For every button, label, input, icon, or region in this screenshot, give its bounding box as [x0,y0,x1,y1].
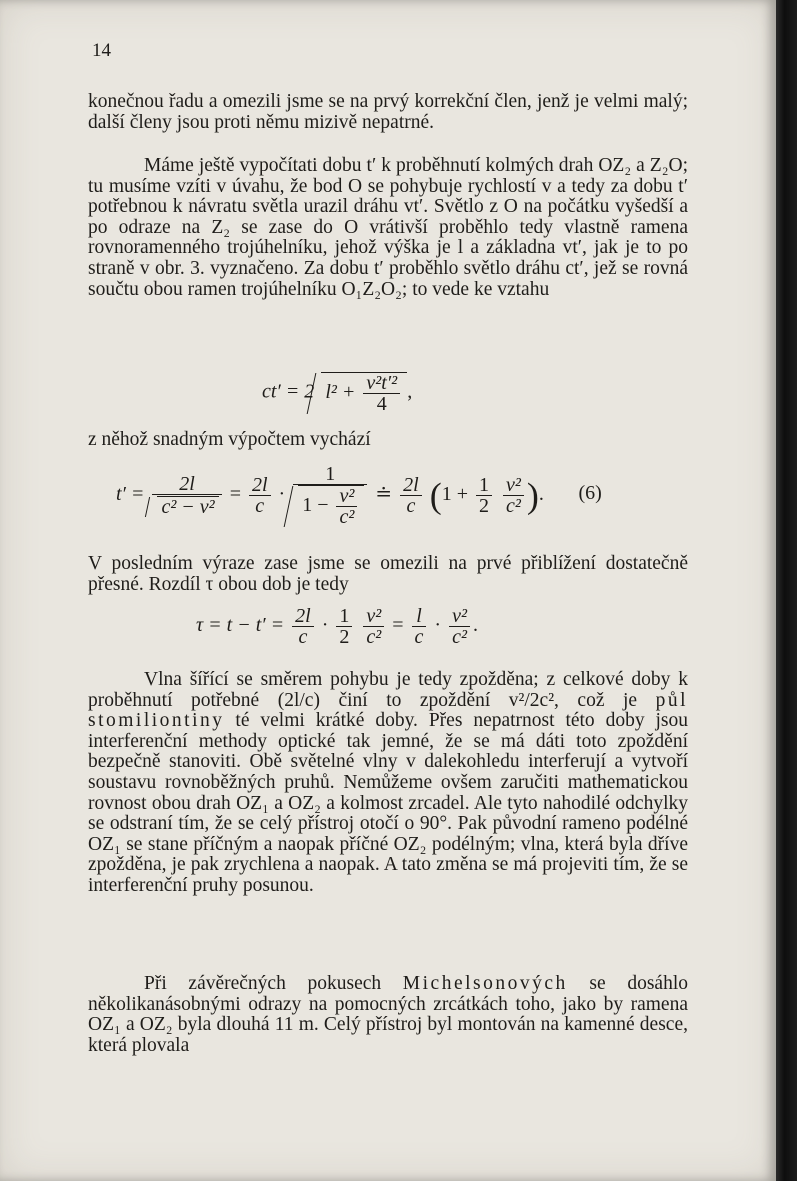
fraction: $\frac{1}{2}$ [336,606,352,647]
paragraph-text: Vlna šířící se směrem pohybu je tedy zpožděna; z celkové doby k proběhnutí potřebné (2l/c) činí to zpoždění v²/2c², což je půl stomiliontiny té velmi krátké doby. Přes nepatrnost této doby jsou interferenční methody optické tak jemné, že se má dáti toto zpoždění bezpečně stanoviti. Obě světelné vlny v dalekohledu interferují a vytvoří soustavu rovnoběžných pruhů. Nemůžeme ovšem zaručiti mathematickou rovnost obou drah OZ₁ a OZ₂ a kolmost zrcadel. Ale tyto nahodilé odchylky se odstraní tím, že se celý přístroj otočí o 90°. Pak původní rameno podélné OZ₁ se stane příčným a naopak příčné OZ₂ podélným; vlna, která byla dříve zpožděna, je pak zrychlena a naopak. A tato změna se má projeviti tím, že se interferenční pruhy posunou. [88,669,688,896]
formula-ct: ct′ = 2 l² + $\frac{\text{v²t′²}}{4}$ , [262,372,413,415]
formula-tau: τ = t − t′ = $\frac{2l}{c}$ · $\frac{1}{2}$ $\frac{\text{v²}}{\text{c²}}$ = $\frac{l}{c}$ · $\frac{\text{v²}}{\text{c²}}$ . [196,605,478,648]
paragraph-text: V posledním výraze zase jsme se omezili na prvé přiblížení dostatečně přesné. Rozdíl τ obou dob je tedy [88,553,688,595]
fraction: $\frac{2l}{c}$ [292,606,314,647]
paragraph-text: Máme ještě vypočítati dobu t′ k proběhnutí kolmých drah OZ₂ a Z₂O; tu musíme vzíti v úvahu, že bod O se pohybuje rychlostí v a tedy za dobu t′ potřebnou k návratu světla urazil dráhu vt′. Světlo z O na počátku vyšedší a po odraze na Z₂ se zase do O vrátivší proběhlo tedy vlastně ramena rovnoramenného trojúhelníku, jehož výška je l a základna vt′, jak je to po straně v obr. 3. vyznačeno. Za dobu t′ proběhlo světlo dráhu ct′, jež se rovná součtu obou ramen trojúhelníku O₁Z₂O₂; to vede ke vztahu [88,155,688,300]
book-spine-shadow [776,0,797,1181]
fraction: $\frac{\text{v²}}{\text{c²}}$ [449,606,470,647]
paragraph-text: z něhož snadným výpočtem vychází [88,429,371,450]
paragraph-derivation [88,156,688,300]
fraction: $\frac{2l}{\text{c² − v²}}$ [152,474,221,517]
page-number: 14 [92,40,111,61]
sqrt: l² + $\frac{\text{v²t′²}}{4}$ [321,372,407,414]
paragraph-text: konečnou řadu a omezili jsme se na prvý korrekční člen, jenž je velmi malý; další členy jsou proti němu mizivě nepatrné. [88,91,688,133]
equation-number: (6) [578,482,602,504]
paragraph-interference [88,670,688,897]
formula-6: t′ = $\frac{2l}{\text{c² − v²}}$ = $\frac{2l}{c}$ · 1 1 − $\frac{\text{v²}}{\text{c²}}$ ≐ $\frac{2l}{c}$ (1 + $\frac{1}{2}$ $\frac{\text{v²}}{\text{c²}}$ ). (6) [116,463,602,528]
paragraph-transition [88,430,688,451]
fraction: $\frac{2l}{c}$ [249,475,271,516]
paragraph-intro [88,92,688,133]
fraction: $\frac{l}{c}$ [412,606,427,647]
fraction: $\frac{\text{v²t′²}}{4}$ [363,373,400,414]
fraction: $\frac{2l}{c}$ [400,475,422,516]
paragraph-text: Při závěrečných pokusech Michelsonových se dosáhlo několikanásobnými odrazy na pomocných zrcátkách toho, jako by ramena OZ₁ a OZ₂ byla dlouhá 11 m. Celý přístroj byl montován na kamenné desce, která plovala [88,973,688,1056]
paragraph-approximation [88,554,688,595]
fraction: $\frac{\text{v²}}{\text{c²}}$ [363,606,384,647]
paragraph-michelson [88,974,688,1056]
fraction: $\frac{1}{2}$ [476,475,492,516]
fraction: 1 1 − $\frac{\text{v²}}{\text{c²}}$ [293,464,367,527]
fraction: $\frac{\text{v²}}{\text{c²}}$ [503,475,524,516]
